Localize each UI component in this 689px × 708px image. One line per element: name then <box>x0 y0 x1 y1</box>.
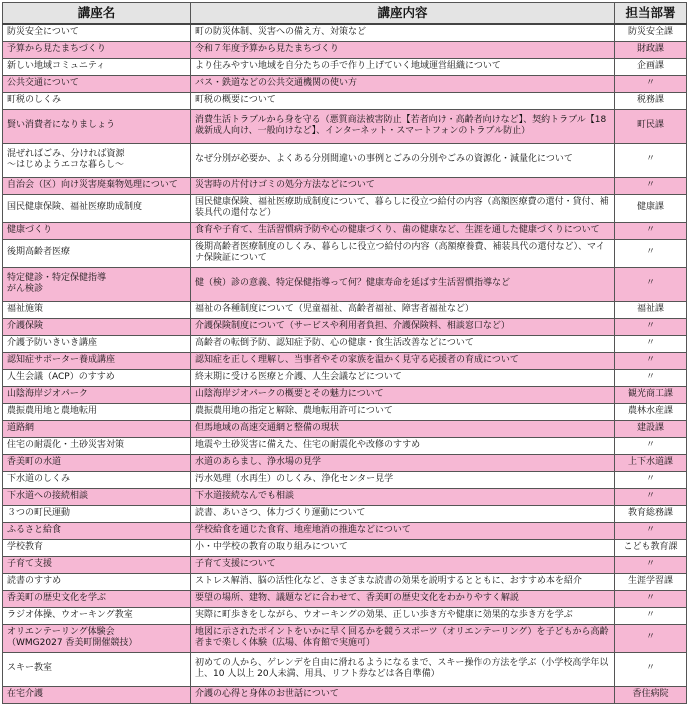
table-row <box>3 318 687 335</box>
lecture-content-cell: 農振農用地の指定と解除、農地転用許可について <box>191 403 615 420</box>
table-row <box>3 454 687 471</box>
table-row <box>3 652 687 686</box>
department-cell: 〃 <box>615 488 687 505</box>
lecture-name-cell: 町税のしくみ <box>3 92 191 109</box>
lecture-content-cell: 但馬地域の高速交通網と整備の現状 <box>191 420 615 437</box>
table-row <box>3 24 687 41</box>
table-row <box>3 352 687 369</box>
lecture-content-cell: 健（検）診の意義、特定保健指導って何？健康寿命を延ばす生活習慣指導など <box>191 267 615 301</box>
lecture-name-cell: ラジオ体操、ウオーキング教室 <box>3 607 191 624</box>
department-cell: 農林水産課 <box>615 403 687 420</box>
lecture-name-cell: ふるさと給食 <box>3 522 191 539</box>
table-row <box>3 686 687 703</box>
table-row <box>3 177 687 194</box>
lecture-name-cell: 公共交通について <box>3 75 191 92</box>
department-cell: 観光商工課 <box>615 386 687 403</box>
department-cell: 防災安全課 <box>615 24 687 41</box>
lecture-name-cell: 認知症サポーター養成講座 <box>3 352 191 369</box>
table-row <box>3 386 687 403</box>
department-cell: 〃 <box>615 222 687 239</box>
lecture-name-cell: 農振農用地と農地転用 <box>3 403 191 420</box>
department-cell: 〃 <box>615 177 687 194</box>
lecture-name-cell: 学校教育 <box>3 539 191 556</box>
lecture-table <box>2 2 687 704</box>
department-cell: 〃 <box>615 352 687 369</box>
lecture-content-cell: ストレス解消、脳の活性化など、さまざまな読書の効果を説明するとともに、おすすめ本を紹介 <box>191 573 615 590</box>
lecture-content-cell: 認知症を正しく理解し、当事者やその家族を温かく見守る応援者の育成について <box>191 352 615 369</box>
lecture-content-cell: 地震や土砂災害に備えた、住宅の耐震化や改修のすすめ <box>191 437 615 454</box>
lecture-content-cell: 水道のあらまし、浄水場の見学 <box>191 454 615 471</box>
department-cell: 教育総務課 <box>615 505 687 522</box>
lecture-name-cell: オリエンテーリング体験会 （WMG2027 香美町開催競技） <box>3 624 191 652</box>
lecture-content-cell: 下水道接続なんでも相談 <box>191 488 615 505</box>
lecture-name-cell: 読書のすすめ <box>3 573 191 590</box>
lecture-content-cell: 山陰海岸ジオパークの概要とその魅力について <box>191 386 615 403</box>
table-row <box>3 488 687 505</box>
table-row <box>3 522 687 539</box>
lecture-content-cell: 高齢者の転倒予防、認知症予防、心の健康・食生活改善などについて <box>191 335 615 352</box>
lecture-name-cell: 防災安全について <box>3 24 191 41</box>
table-body <box>3 24 687 703</box>
lecture-name-cell: 新しい地域コミュニティ <box>3 58 191 75</box>
header-lecture-name: 講座名 <box>3 3 191 25</box>
lecture-name-cell: 予算から見たまちづくり <box>3 41 191 58</box>
department-cell: 〃 <box>615 624 687 652</box>
department-cell: 財政課 <box>615 41 687 58</box>
department-cell: 生涯学習課 <box>615 573 687 590</box>
table-row <box>3 556 687 573</box>
department-cell: 〃 <box>615 607 687 624</box>
department-cell: 町民課 <box>615 109 687 143</box>
lecture-content-cell: 終末期に受ける医療と介護、人生会議などについて <box>191 369 615 386</box>
lecture-content-cell: 災害時の片付けゴミの処分方法などについて <box>191 177 615 194</box>
lecture-content-cell: なぜ分別が必要か、よくある分別間違いの事例とごみの分別やごみの資源化・減量化について <box>191 143 615 177</box>
lecture-name-cell: 介護予防いきいき講座 <box>3 335 191 352</box>
lecture-content-cell: 食育や子育て、生活習慣病予防や心の健康づくり、歯の健康など、生涯を通した健康づくりについて <box>191 222 615 239</box>
table-row <box>3 143 687 177</box>
department-cell: 〃 <box>615 318 687 335</box>
lecture-name-cell: 山陰海岸ジオパーク <box>3 386 191 403</box>
table-row <box>3 471 687 488</box>
table-header-row <box>3 3 687 25</box>
lecture-content-cell: 介護の心得と身体のお世話について <box>191 686 615 703</box>
department-cell: 福祉課 <box>615 301 687 318</box>
lecture-content-cell: 初めての人から、ゲレンデを自由に滑れるようになるまで、スキー操作の方法を学ぶ（小学校高学年以上、10 人以上 20人未満、用具、リフト券などは各自準備） <box>191 652 615 686</box>
lecture-content-cell: 町の防災体制、災害への備え方、対策など <box>191 24 615 41</box>
lecture-name-cell: 福祉施策 <box>3 301 191 318</box>
lecture-content-cell: 汚水処理（水再生）のしくみ、浄化センター見学 <box>191 471 615 488</box>
lecture-name-cell: ３つの町民運動 <box>3 505 191 522</box>
table-row <box>3 437 687 454</box>
header-department: 担当部署 <box>615 3 687 25</box>
department-cell: 健康課 <box>615 194 687 222</box>
department-cell: 〃 <box>615 143 687 177</box>
department-cell: 〃 <box>615 522 687 539</box>
table-row <box>3 420 687 437</box>
department-cell: 〃 <box>615 556 687 573</box>
lecture-content-cell: より住みやすい地域を自分たちの手で作り上げていく地域運営組織について <box>191 58 615 75</box>
table-row <box>3 573 687 590</box>
table-row <box>3 607 687 624</box>
lecture-name-cell: 下水道のしくみ <box>3 471 191 488</box>
table-row <box>3 335 687 352</box>
department-cell: 〃 <box>615 437 687 454</box>
lecture-name-cell: 特定健診・特定保健指導 がん検診 <box>3 267 191 301</box>
lecture-name-cell: 健康づくり <box>3 222 191 239</box>
table-row <box>3 369 687 386</box>
table-row <box>3 624 687 652</box>
header-lecture-content: 講座内容 <box>191 3 615 25</box>
lecture-name-cell: 住宅の耐震化・土砂災害対策 <box>3 437 191 454</box>
lecture-name-cell: 介護保険 <box>3 318 191 335</box>
table-row <box>3 239 687 267</box>
lecture-content-cell: 子育て支援について <box>191 556 615 573</box>
lecture-name-cell: 香美町の水道 <box>3 454 191 471</box>
table-row <box>3 539 687 556</box>
lecture-content-cell: 介護保険制度について（サービスや利用者負担、介護保険料、相談窓口など） <box>191 318 615 335</box>
table-row <box>3 267 687 301</box>
lecture-name-cell: 下水道への接続相談 <box>3 488 191 505</box>
table-row <box>3 505 687 522</box>
department-cell: 建設課 <box>615 420 687 437</box>
department-cell: 〃 <box>615 239 687 267</box>
lecture-content-cell: 国民健康保険、福祉医療助成制度について、暮らしに役立つ給付の内容（高額医療費の還付・貸付、補装具代の還付など） <box>191 194 615 222</box>
lecture-content-cell: 読書、あいさつ、体力づくり運動について <box>191 505 615 522</box>
lecture-table-container <box>2 2 686 704</box>
table-row <box>3 403 687 420</box>
lecture-content-cell: 福祉の各種制度について（児童福祉、高齢者福祉、障害者福祉など） <box>191 301 615 318</box>
department-cell: 香住病院 <box>615 686 687 703</box>
lecture-content-cell: 実際に町歩きをしながら、ウオーキングの効果、正しい歩き方や健康に効果的な歩き方を学ぶ <box>191 607 615 624</box>
table-row <box>3 41 687 58</box>
lecture-content-cell: バス・鉄道などの公共交通機関の使い方 <box>191 75 615 92</box>
lecture-name-cell: 自治会（区）向け災害廃棄物処理について <box>3 177 191 194</box>
lecture-name-cell: 香美町の歴史文化を学ぶ <box>3 590 191 607</box>
lecture-content-cell: 地図に示されたポイントをいかに早く回るかを競うスポーツ（オリエンテーリング）を子どもから高齢者まで楽しく体験（広場、体育館で実施可） <box>191 624 615 652</box>
lecture-name-cell: 賢い消費者になりましょう <box>3 109 191 143</box>
lecture-content-cell: 小・中学校の教育の取り組みについて <box>191 539 615 556</box>
lecture-content-cell: 要望の場所、建物、議題などに合わせて、香美町の歴史文化をわかりやすく解説 <box>191 590 615 607</box>
lecture-name-cell: 人生会議（ACP）のすすめ <box>3 369 191 386</box>
lecture-content-cell: 町税の概要について <box>191 92 615 109</box>
department-cell: 〃 <box>615 652 687 686</box>
department-cell: 〃 <box>615 471 687 488</box>
lecture-content-cell: 消費生活トラブルから身を守る（悪質商法被害防止【若者向け・高齢者向けなど】、契約トラブル【18歳新成人向け、一般向けなど】、インターネット・スマートフォンのトラブル防止） <box>191 109 615 143</box>
department-cell: 〃 <box>615 335 687 352</box>
table-row <box>3 222 687 239</box>
department-cell: 〃 <box>615 267 687 301</box>
lecture-content-cell: 学校給食を通じた食育、地産地消の推進などについて <box>191 522 615 539</box>
table-row <box>3 58 687 75</box>
department-cell: こども教育課 <box>615 539 687 556</box>
department-cell: 〃 <box>615 75 687 92</box>
lecture-name-cell: 子育て支援 <box>3 556 191 573</box>
lecture-name-cell: 国民健康保険、福祉医療助成制度 <box>3 194 191 222</box>
table-row <box>3 194 687 222</box>
lecture-content-cell: 令和７年度予算から見たまちづくり <box>191 41 615 58</box>
lecture-name-cell: 在宅介護 <box>3 686 191 703</box>
lecture-name-cell: 道路網 <box>3 420 191 437</box>
lecture-name-cell: 後期高齢者医療 <box>3 239 191 267</box>
lecture-content-cell: 後期高齢者医療制度のしくみ、暮らしに役立つ給付の内容（高額療養費、補装具代の還付など）、マイナ保険証について <box>191 239 615 267</box>
department-cell: 〃 <box>615 590 687 607</box>
lecture-name-cell: スキー教室 <box>3 652 191 686</box>
department-cell: 税務課 <box>615 92 687 109</box>
department-cell: 〃 <box>615 369 687 386</box>
table-row <box>3 301 687 318</box>
table-row <box>3 590 687 607</box>
lecture-name-cell: 混ぜればごみ、分ければ資源 ～はじめようエコな暮らし～ <box>3 143 191 177</box>
table-row <box>3 92 687 109</box>
table-row <box>3 75 687 92</box>
table-row <box>3 109 687 143</box>
department-cell: 上下水道課 <box>615 454 687 471</box>
department-cell: 企画課 <box>615 58 687 75</box>
